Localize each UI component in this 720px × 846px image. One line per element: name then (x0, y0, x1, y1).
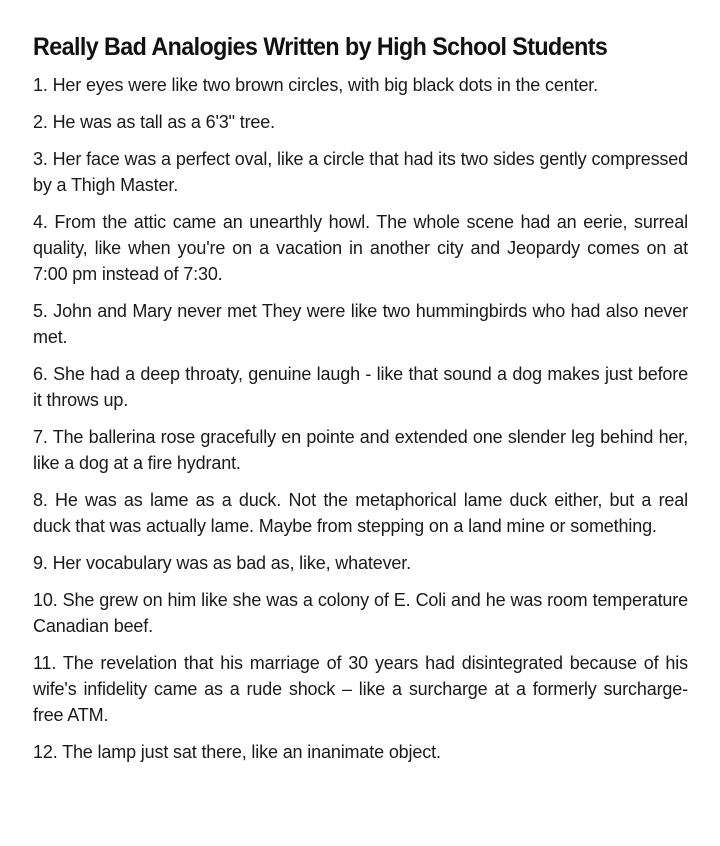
list-item: 11. The revelation that his marriage of 30 years had disintegrated because of his wife's infidelity came as a rude shock – like a surcharge at a formerly surcharge-free ATM. (33, 653, 688, 725)
list-item: 7. The ballerina rose gracefully en pointe and extended one slender leg behind her, like a dog at a fire hydrant. (33, 427, 688, 473)
list-item: 12. The lamp just sat there, like an inanimate object. (33, 742, 441, 762)
list-item: 1. Her eyes were like two brown circles, with big black dots in the center. (33, 75, 599, 95)
analogy-list (33, 72, 688, 765)
list-item: 9. Her vocabulary was as bad as, like, whatever. (33, 553, 411, 573)
document-title: Really Bad Analogies Written by High School Students (33, 33, 608, 61)
list-item: 8. He was as lame as a duck. Not the metaphorical lame duck either, but a real duck that was actually lame. Maybe from stepping on a land mine or something. (33, 490, 688, 536)
list-item: 6. She had a deep throaty, genuine laugh - like that sound a dog makes just before it throws up. (33, 364, 688, 410)
list-item: 3. Her face was a perfect oval, like a circle that had its two sides gently compressed by a Thigh Master. (33, 149, 688, 195)
list-item: 10. She grew on him like she was a colony of E. Coli and he was room temperature Canadian beef. (33, 590, 688, 636)
list-item: 5. John and Mary never met They were like two hummingbirds who had also never met. (33, 301, 688, 347)
list-item: 2. He was as tall as a 6'3" tree. (33, 112, 275, 132)
list-item: 4. From the attic came an unearthly howl. The whole scene had an eerie, surreal quality, like when you're on a vacation in another city and Jeopardy comes on at 7:00 pm instead of 7:30. (33, 212, 688, 284)
